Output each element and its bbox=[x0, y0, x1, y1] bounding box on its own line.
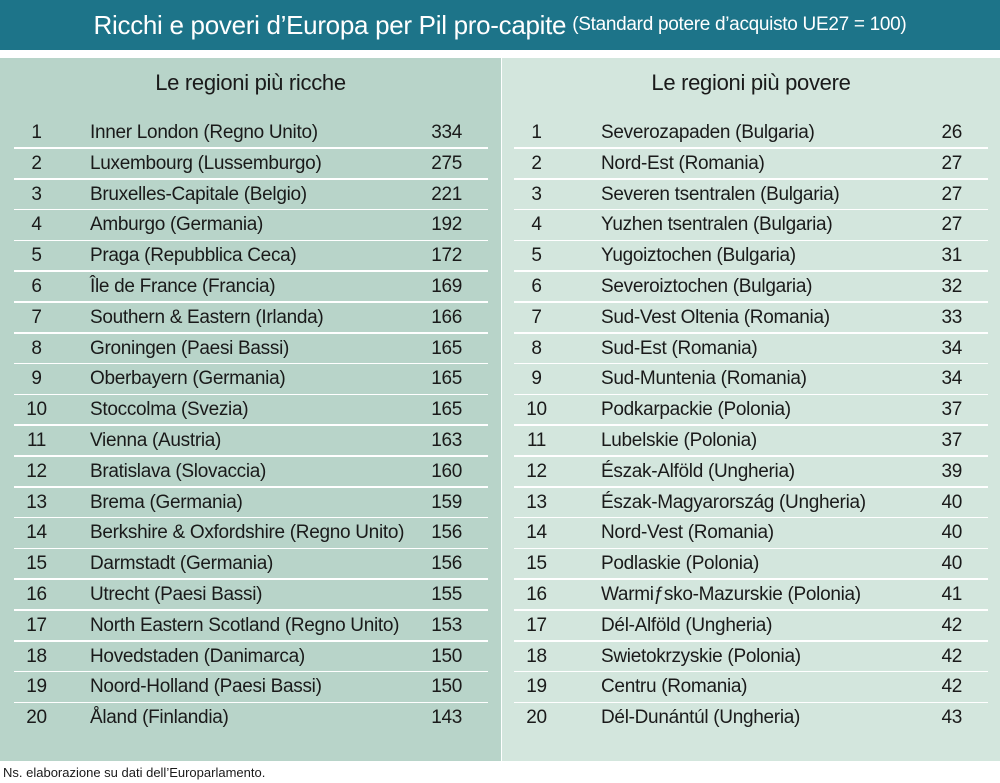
rank-cell: 12 bbox=[26, 460, 47, 482]
table-row bbox=[514, 457, 988, 488]
region-cell: Noord-Holland (Paesi Bassi) bbox=[90, 676, 322, 698]
value-cell: 275 bbox=[431, 152, 462, 174]
table-row bbox=[14, 303, 488, 334]
table-row bbox=[514, 303, 988, 334]
value-cell: 40 bbox=[941, 553, 962, 575]
table-row bbox=[14, 272, 488, 303]
rank-cell: 5 bbox=[31, 245, 42, 267]
value-cell: 43 bbox=[941, 707, 962, 729]
table-row bbox=[14, 549, 488, 580]
chart-subtitle: (Standard potere d’acquisto UE27 = 100) bbox=[572, 14, 907, 35]
table-row bbox=[514, 426, 988, 457]
rank-cell: 13 bbox=[526, 491, 547, 513]
table-row bbox=[14, 672, 488, 703]
value-cell: 37 bbox=[941, 429, 962, 451]
rank-cell: 19 bbox=[526, 676, 547, 698]
rank-cell: 7 bbox=[531, 306, 542, 328]
rank-cell: 2 bbox=[31, 152, 42, 174]
rank-cell: 6 bbox=[531, 275, 542, 297]
value-cell: 169 bbox=[431, 275, 462, 297]
region-cell: Stoccolma (Svezia) bbox=[90, 399, 249, 421]
rich-regions-table bbox=[14, 118, 488, 734]
value-cell: 156 bbox=[431, 553, 462, 575]
rank-cell: 16 bbox=[26, 583, 47, 605]
region-cell: Oberbayern (Germania) bbox=[90, 368, 286, 390]
value-cell: 26 bbox=[941, 122, 962, 143]
value-cell: 41 bbox=[941, 583, 962, 605]
value-cell: 160 bbox=[431, 460, 462, 482]
value-cell: 42 bbox=[941, 676, 962, 698]
rank-cell: 20 bbox=[26, 707, 47, 729]
table-row bbox=[514, 580, 988, 611]
region-cell: Nord-Est (Romania) bbox=[601, 152, 765, 174]
region-cell: Dél-Dunántúl (Ungheria) bbox=[601, 707, 801, 729]
table-row bbox=[14, 518, 488, 549]
rank-cell: 16 bbox=[526, 583, 547, 605]
rank-cell: 6 bbox=[31, 275, 42, 297]
value-cell: 165 bbox=[431, 368, 462, 390]
region-cell: Sud-Vest Oltenia (Romania) bbox=[601, 306, 830, 328]
region-cell: Severozapaden (Bulgaria) bbox=[601, 122, 815, 143]
table-row bbox=[514, 611, 988, 642]
region-cell: Berkshire & Oxfordshire (Regno Unito) bbox=[90, 522, 405, 544]
region-cell: Åland (Finlandia) bbox=[90, 707, 229, 729]
chart-title: Ricchi e poveri d’Europa per Pil pro-capite bbox=[93, 9, 567, 40]
source-note: Ns. elaborazione su dati dell’Europarlamento. bbox=[3, 765, 266, 780]
table-row bbox=[514, 642, 988, 673]
value-cell: 192 bbox=[431, 214, 462, 236]
value-cell: 34 bbox=[941, 337, 962, 359]
table-row bbox=[14, 457, 488, 488]
region-cell: Severoiztochen (Bulgaria) bbox=[601, 275, 813, 297]
region-cell: Amburgo (Germania) bbox=[90, 214, 264, 236]
rank-cell: 9 bbox=[31, 368, 42, 390]
region-cell: North Eastern Scotland (Regno Unito) bbox=[90, 614, 400, 636]
rank-cell: 18 bbox=[526, 645, 547, 667]
table-row bbox=[14, 118, 488, 149]
poor-regions-panel bbox=[502, 58, 1000, 761]
value-cell: 153 bbox=[431, 614, 462, 636]
rank-cell: 17 bbox=[26, 614, 47, 636]
value-cell: 156 bbox=[431, 522, 462, 544]
rank-cell: 13 bbox=[26, 491, 47, 513]
region-cell: Sud-Muntenia (Romania) bbox=[601, 368, 807, 390]
table-row bbox=[14, 395, 488, 426]
value-cell: 166 bbox=[431, 306, 462, 328]
rank-cell: 19 bbox=[26, 676, 47, 698]
value-cell: 150 bbox=[431, 645, 462, 667]
region-cell: Utrecht (Paesi Bassi) bbox=[90, 583, 263, 605]
rank-cell: 11 bbox=[526, 429, 547, 451]
region-cell: Bruxelles-Capitale (Belgio) bbox=[90, 183, 307, 205]
rank-cell: 3 bbox=[531, 183, 542, 205]
value-cell: 27 bbox=[941, 214, 962, 236]
value-cell: 31 bbox=[941, 245, 962, 267]
value-cell: 150 bbox=[431, 676, 462, 698]
value-cell: 37 bbox=[941, 399, 962, 421]
rank-cell: 4 bbox=[531, 214, 542, 236]
region-cell: Podkarpackie (Polonia) bbox=[601, 399, 791, 421]
rich-regions-heading: Le regioni più ricche bbox=[155, 70, 346, 95]
title-bar bbox=[0, 0, 1000, 50]
rank-cell: 14 bbox=[26, 522, 47, 544]
region-cell: Hovedstaden (Danimarca) bbox=[90, 645, 305, 667]
table-row bbox=[14, 149, 488, 180]
value-cell: 42 bbox=[941, 645, 962, 667]
value-cell: 32 bbox=[941, 275, 962, 297]
table-row bbox=[14, 334, 488, 365]
table-row bbox=[514, 210, 988, 241]
rank-cell: 5 bbox=[531, 245, 542, 267]
rank-cell: 17 bbox=[526, 614, 547, 636]
table-row bbox=[514, 549, 988, 580]
table-row bbox=[514, 703, 988, 734]
table-row bbox=[14, 180, 488, 211]
table-row bbox=[514, 364, 988, 395]
value-cell: 40 bbox=[941, 491, 962, 513]
rank-cell: 1 bbox=[31, 122, 42, 143]
value-cell: 40 bbox=[941, 522, 962, 544]
region-cell: Severen tsentralen (Bulgaria) bbox=[601, 183, 840, 205]
region-cell: Groningen (Paesi Bassi) bbox=[90, 337, 290, 359]
value-cell: 163 bbox=[431, 429, 462, 451]
table-row bbox=[14, 364, 488, 395]
rank-cell: 9 bbox=[531, 368, 542, 390]
value-cell: 159 bbox=[431, 491, 462, 513]
table-row bbox=[514, 334, 988, 365]
region-cell: Centru (Romania) bbox=[601, 676, 748, 698]
value-cell: 39 bbox=[941, 460, 962, 482]
region-cell: Yugoiztochen (Bulgaria) bbox=[601, 245, 796, 267]
region-cell: Bratislava (Slovaccia) bbox=[90, 460, 267, 482]
region-cell: Vienna (Austria) bbox=[90, 429, 222, 451]
value-cell: 27 bbox=[941, 152, 962, 174]
table-row bbox=[14, 642, 488, 673]
table-row bbox=[514, 395, 988, 426]
rank-cell: 3 bbox=[31, 183, 42, 205]
region-cell: Brema (Germania) bbox=[90, 491, 243, 513]
region-cell: Észak-Alföld (Ungheria) bbox=[601, 460, 795, 482]
rank-cell: 8 bbox=[531, 337, 542, 359]
region-cell: Sud-Est (Romania) bbox=[601, 337, 758, 359]
region-cell: Podlaskie (Polonia) bbox=[601, 553, 759, 575]
rank-cell: 2 bbox=[531, 152, 542, 174]
value-cell: 143 bbox=[431, 707, 462, 729]
rich-regions-panel bbox=[0, 58, 501, 761]
value-cell: 33 bbox=[941, 306, 962, 328]
value-cell: 172 bbox=[431, 245, 462, 267]
poor-regions-table bbox=[514, 118, 988, 734]
region-cell: Észak-Magyarország (Ungheria) bbox=[601, 491, 866, 513]
table-row bbox=[514, 118, 988, 149]
region-cell: Yuzhen tsentralen (Bulgaria) bbox=[601, 214, 833, 236]
table-row bbox=[514, 672, 988, 703]
value-cell: 165 bbox=[431, 399, 462, 421]
rank-cell: 4 bbox=[31, 214, 42, 236]
rank-cell: 10 bbox=[526, 399, 547, 421]
table-row bbox=[14, 210, 488, 241]
table-row bbox=[14, 580, 488, 611]
table-row bbox=[514, 180, 988, 211]
rank-cell: 20 bbox=[526, 707, 547, 729]
region-cell: Warmiƒsko-Mazurskie (Polonia) bbox=[601, 583, 861, 605]
rank-cell: 15 bbox=[526, 553, 547, 575]
region-cell: Nord-Vest (Romania) bbox=[601, 522, 774, 544]
rank-cell: 15 bbox=[26, 553, 47, 575]
poor-regions-heading: Le regioni più povere bbox=[651, 70, 851, 95]
region-cell: Dél-Alföld (Ungheria) bbox=[601, 614, 773, 636]
region-cell: Praga (Repubblica Ceca) bbox=[90, 245, 297, 267]
table-row bbox=[514, 149, 988, 180]
table-row bbox=[14, 488, 488, 519]
region-cell: Lubelskie (Polonia) bbox=[601, 429, 757, 451]
region-cell: Luxembourg (Lussemburgo) bbox=[90, 152, 322, 174]
table-row bbox=[14, 426, 488, 457]
rank-cell: 12 bbox=[526, 460, 547, 482]
value-cell: 42 bbox=[941, 614, 962, 636]
table-row bbox=[514, 488, 988, 519]
rank-cell: 7 bbox=[31, 306, 42, 328]
rank-cell: 18 bbox=[26, 645, 47, 667]
value-cell: 334 bbox=[431, 122, 462, 143]
table-row bbox=[514, 518, 988, 549]
region-cell: Southern & Eastern (Irlanda) bbox=[90, 306, 324, 328]
table-row bbox=[514, 241, 988, 272]
table-row bbox=[14, 703, 488, 734]
value-cell: 221 bbox=[431, 183, 462, 205]
value-cell: 155 bbox=[431, 583, 462, 605]
value-cell: 27 bbox=[941, 183, 962, 205]
region-cell: Darmstadt (Germania) bbox=[90, 553, 273, 575]
rank-cell: 1 bbox=[531, 122, 542, 143]
rank-cell: 10 bbox=[26, 399, 47, 421]
rank-cell: 8 bbox=[31, 337, 42, 359]
region-cell: Swietokrzyskie (Polonia) bbox=[601, 645, 801, 667]
value-cell: 165 bbox=[431, 337, 462, 359]
value-cell: 34 bbox=[941, 368, 962, 390]
table-row bbox=[14, 611, 488, 642]
region-cell: Inner London (Regno Unito) bbox=[90, 122, 318, 143]
table-row bbox=[514, 272, 988, 303]
rank-cell: 11 bbox=[26, 429, 47, 451]
rank-cell: 14 bbox=[526, 522, 547, 544]
region-cell: Île de France (Francia) bbox=[90, 275, 276, 297]
table-row bbox=[14, 241, 488, 272]
